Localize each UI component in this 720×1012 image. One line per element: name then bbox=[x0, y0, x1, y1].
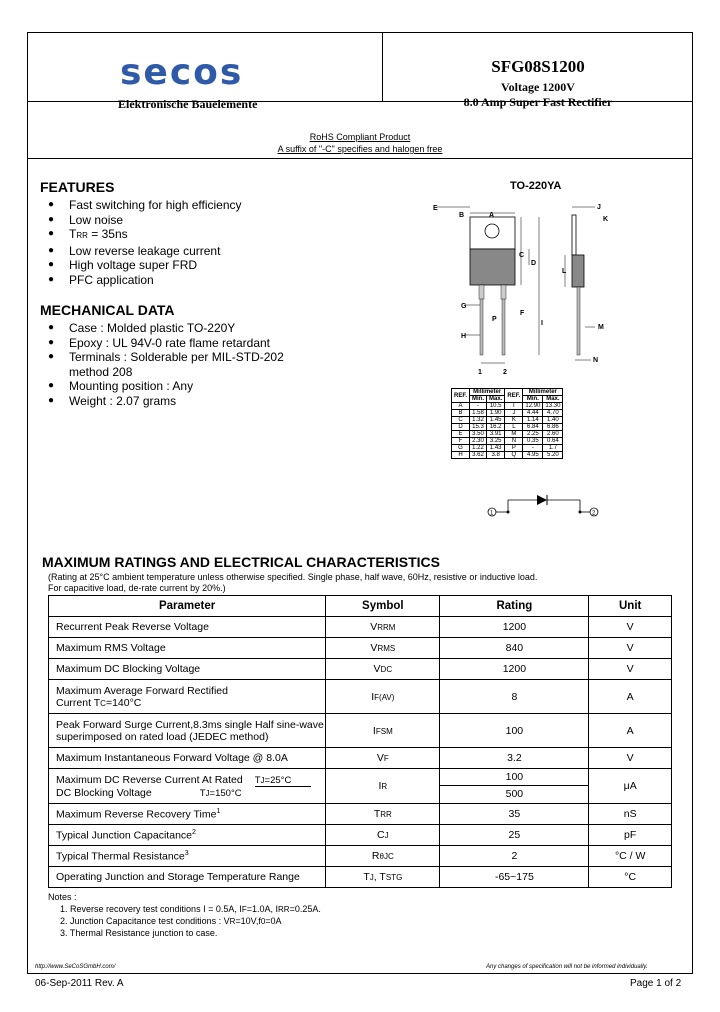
table-row bbox=[452, 445, 563, 452]
table-cell: 6.84 bbox=[523, 424, 543, 431]
bullet-icon: ● bbox=[48, 213, 55, 225]
table-cell: A bbox=[452, 403, 470, 410]
table-cell: 4.44 bbox=[523, 410, 543, 417]
table-cell: 3.62 bbox=[470, 452, 487, 459]
table-cell: G bbox=[452, 445, 470, 452]
column-header: Unit bbox=[589, 596, 672, 617]
table-row bbox=[49, 659, 672, 680]
table-cell: N bbox=[505, 438, 523, 445]
table-cell: 1.58 bbox=[470, 410, 487, 417]
bullet-icon: ● bbox=[48, 336, 55, 348]
table-cell: M bbox=[505, 431, 523, 438]
table-cell: P bbox=[505, 445, 523, 452]
list-item: ● Low reverse leakage current bbox=[48, 243, 221, 258]
table-cell: - bbox=[523, 445, 543, 452]
table-row bbox=[49, 804, 672, 825]
table-cell: 1.32 bbox=[470, 417, 487, 424]
table-row bbox=[452, 424, 563, 431]
table-row bbox=[49, 714, 672, 748]
bullet-icon: ● bbox=[48, 228, 55, 239]
rating-cell: 3.2 bbox=[440, 748, 589, 769]
table-cell: B bbox=[452, 410, 470, 417]
dimension-table bbox=[451, 388, 563, 459]
table-cell: 10.5 bbox=[487, 403, 505, 410]
table-cell: 3.8 bbox=[487, 452, 505, 459]
features-title: FEATURES bbox=[40, 179, 115, 195]
table-cell: L bbox=[505, 424, 523, 431]
symbol-cell: RθJC bbox=[326, 846, 440, 867]
diode-pin-1: 1 bbox=[490, 510, 494, 517]
list-item: ● TRR = 35ns bbox=[48, 227, 128, 241]
rating-cell: 1200 bbox=[440, 617, 589, 638]
rohs-divider bbox=[27, 158, 693, 159]
rating-cell: 25 bbox=[440, 825, 589, 846]
table-header-row bbox=[49, 596, 672, 617]
symbol-cell: IF(AV) bbox=[326, 680, 440, 714]
diode-symbol-icon bbox=[482, 492, 607, 524]
symbol-cell: VRMS bbox=[326, 638, 440, 659]
dim-label-h: H bbox=[461, 333, 467, 340]
ratings-title: MAXIMUM RATINGS AND ELECTRICAL CHARACTERISTICS bbox=[42, 554, 440, 570]
symbol-cell: CJ bbox=[326, 825, 440, 846]
symbol-cell: TJ, TSTG bbox=[326, 867, 440, 888]
bullet-icon: ● bbox=[48, 244, 55, 256]
table-cell: 2.60 bbox=[543, 431, 563, 438]
table-row bbox=[452, 438, 563, 445]
table-cell: F bbox=[452, 438, 470, 445]
symbol-cell: TRR bbox=[326, 804, 440, 825]
table-cell: 0.64 bbox=[543, 438, 563, 445]
rating-cell: 35 bbox=[440, 804, 589, 825]
list-item: ● Epoxy : UL 94V-0 rate flame retardant bbox=[48, 335, 270, 350]
table-row: REF. Millimeter REF. Millimeter bbox=[452, 389, 563, 396]
rating-cell: 1200 bbox=[440, 659, 589, 680]
table-cell: - bbox=[470, 403, 487, 410]
table-cell: 12.90 bbox=[523, 403, 543, 410]
table-cell: D bbox=[452, 424, 470, 431]
table-cell: E bbox=[452, 431, 470, 438]
parameter-cell: Maximum DC Blocking Voltage bbox=[49, 659, 326, 680]
logo-tagline: Elektronische Bauelemente bbox=[118, 97, 258, 111]
bullet-icon: ● bbox=[48, 259, 55, 270]
parameter-cell: Typical Thermal Resistance$^3$ bbox=[49, 846, 326, 867]
table-row bbox=[452, 417, 563, 424]
table-cell: C bbox=[452, 417, 470, 424]
bullet-icon: ● bbox=[48, 351, 55, 362]
ratings-table bbox=[48, 595, 672, 888]
notes-title: Notes : bbox=[48, 892, 77, 902]
note-item: 3. Thermal Resistance junction to case. bbox=[60, 928, 218, 938]
dim-label-l: L bbox=[562, 268, 567, 275]
rating-cell: 8 bbox=[440, 680, 589, 714]
symbol-cell: IFSM bbox=[326, 714, 440, 748]
table-row bbox=[49, 867, 672, 888]
dim-label-n: N bbox=[593, 357, 599, 364]
list-item: method 208 bbox=[69, 364, 133, 379]
table-cell: 1.45 bbox=[487, 417, 505, 424]
list-item: ● Case : Molded plastic TO-220Y bbox=[48, 321, 236, 335]
parameter-cell: Maximum Instantaneous Forward Voltage @ 8.0A bbox=[49, 748, 326, 769]
unit-cell: nS bbox=[589, 804, 672, 825]
unit-cell: °C / W bbox=[589, 846, 672, 867]
pin-label-1: 1 bbox=[478, 369, 482, 376]
unit-cell: °C bbox=[589, 867, 672, 888]
dim-label-a: A bbox=[489, 212, 495, 219]
halogen-free-line: A suffix of "-C" specifies and halogen free bbox=[277, 144, 443, 154]
list-item: ● PFC application bbox=[48, 272, 154, 287]
table-row bbox=[49, 680, 672, 714]
parameter-cell: Maximum Reverse Recovery Time$^1$ bbox=[49, 804, 326, 825]
unit-cell: V bbox=[589, 659, 672, 680]
table-cell: 1.40 bbox=[543, 417, 563, 424]
list-item: ● Low noise bbox=[48, 212, 124, 227]
footer-divider bbox=[27, 973, 693, 974]
table-cell: 1.43 bbox=[487, 445, 505, 452]
logo: secos bbox=[120, 52, 244, 93]
rating-cell: -65~175 bbox=[440, 867, 589, 888]
table-row bbox=[452, 431, 563, 438]
column-header: Symbol bbox=[326, 596, 440, 617]
note-item: 2. Junction Capacitance test conditions : VR=10V,f0=0A bbox=[60, 916, 282, 926]
symbol-cell: VRRM bbox=[326, 617, 440, 638]
voltage-spec: Voltage 1200V bbox=[501, 80, 575, 94]
table-cell: 0.35 bbox=[523, 438, 543, 445]
table-cell: 1.22 bbox=[470, 445, 487, 452]
dim-label-k: K bbox=[603, 216, 609, 223]
bullet-icon: ● bbox=[48, 199, 55, 210]
unit-cell: A bbox=[589, 714, 672, 748]
table-row bbox=[452, 452, 563, 459]
footer-page-number: Page 1 of 2 bbox=[630, 978, 682, 989]
parameter-cell: Maximum DC Reverse Current At Rated TJ=25°C DC Blocking Voltage TJ=150°C bbox=[49, 769, 326, 804]
table-cell: 5.20 bbox=[543, 452, 563, 459]
parameter-cell: Maximum Average Forward Rectified Current TC=140°C bbox=[49, 680, 326, 714]
table-cell: 2.30 bbox=[470, 438, 487, 445]
package-title: TO-220YA bbox=[510, 180, 562, 192]
table-cell: 1.14 bbox=[523, 417, 543, 424]
table-row: Min. Max. Min. Max. bbox=[452, 396, 563, 403]
rohs-line: RoHS Compliant Product bbox=[309, 132, 411, 142]
bullet-icon: ● bbox=[48, 322, 55, 333]
dim-label-j: J bbox=[597, 204, 601, 211]
rating-cell: 100 bbox=[440, 714, 589, 748]
table-row bbox=[49, 617, 672, 638]
table-row bbox=[49, 748, 672, 769]
list-item: ● Fast switching for high efficiency bbox=[48, 198, 242, 212]
parameter-cell: Recurrent Peak Reverse Voltage bbox=[49, 617, 326, 638]
table-cell: 2.25 bbox=[523, 431, 543, 438]
bullet-icon: ● bbox=[48, 273, 55, 285]
table-cell: H bbox=[452, 452, 470, 459]
parameter-cell: Typical Junction Capacitance$^2$ bbox=[49, 825, 326, 846]
product-description: 8.0 Amp Super Fast Rectifier bbox=[463, 95, 613, 109]
list-item: ● High voltage super FRD bbox=[48, 258, 198, 272]
symbol-cell: VF bbox=[326, 748, 440, 769]
table-cell: 6.86 bbox=[543, 424, 563, 431]
features-list bbox=[40, 198, 330, 287]
header-box bbox=[27, 32, 693, 111]
table-cell: J bbox=[505, 410, 523, 417]
symbol-cell: IR bbox=[326, 769, 440, 804]
unit-cell: V bbox=[589, 617, 672, 638]
dim-label-f: F bbox=[520, 310, 525, 317]
dim-label-e: E bbox=[433, 205, 438, 212]
footer-date: 06-Sep-2011 Rev. A bbox=[35, 978, 124, 989]
dim-label-m: M bbox=[598, 324, 604, 331]
rating-cell: 840 bbox=[440, 638, 589, 659]
note-item: 1. Reverse recovery test conditions I = 0.5A, IF=1.0A, IRR=0.25A. bbox=[60, 904, 321, 914]
table-cell: 3.25 bbox=[487, 438, 505, 445]
bullet-icon: ● bbox=[48, 394, 55, 406]
ratings-note: (Rating at 25°C ambient temperature unless otherwise specified. Single phase, half wave, 60Hz, resistive or inductive load. bbox=[48, 572, 538, 582]
unit-cell: pF bbox=[589, 825, 672, 846]
dim-label-p: P bbox=[492, 316, 497, 323]
column-header: Rating bbox=[440, 596, 589, 617]
dim-label-c: C bbox=[519, 252, 525, 259]
mechanical-list bbox=[40, 321, 330, 408]
ratings-note: For capacitive load, de-rate current by 20%.) bbox=[48, 583, 226, 593]
table-cell: K bbox=[505, 417, 523, 424]
symbol-cell: VDC bbox=[326, 659, 440, 680]
table-cell: I bbox=[505, 403, 523, 410]
table-cell: 1.90 bbox=[487, 410, 505, 417]
pin-label-2: 2 bbox=[503, 369, 507, 376]
dim-label-g: G bbox=[461, 303, 467, 310]
mechanical-title: MECHANICAL DATA bbox=[40, 302, 175, 318]
table-cell: 13.30 bbox=[543, 403, 563, 410]
parameter-cell: Maximum RMS Voltage bbox=[49, 638, 326, 659]
unit-cell: μA bbox=[589, 769, 672, 804]
table-cell: 3.91 bbox=[487, 431, 505, 438]
footer-url-link[interactable]: http://www.SeCoSGmbH.com/ bbox=[35, 964, 116, 970]
table-cell: 16.2 bbox=[487, 424, 505, 431]
table-cell: 1.7 bbox=[543, 445, 563, 452]
table-cell: 4.70 bbox=[543, 410, 563, 417]
parameter-cell: Operating Junction and Storage Temperature Range bbox=[49, 867, 326, 888]
table-cell: 3.50 bbox=[470, 431, 487, 438]
table-row bbox=[49, 825, 672, 846]
diode-pin-2: 2 bbox=[592, 510, 596, 517]
parameter-cell: Peak Forward Surge Current,8.3ms single Half sine-wave superimposed on rated load (JEDEC method) bbox=[49, 714, 326, 748]
bullet-icon: ● bbox=[48, 380, 55, 391]
list-item: ● Weight : 2.07 grams bbox=[48, 393, 177, 408]
dim-label-d: D bbox=[531, 260, 537, 267]
dim-label-b: B bbox=[459, 212, 465, 219]
table-cell: 4.95 bbox=[523, 452, 543, 459]
footer-disclaimer: Any changes of specification will not be informed individually. bbox=[486, 964, 648, 970]
unit-cell: V bbox=[589, 748, 672, 769]
rating-cell: 100 500 bbox=[440, 769, 589, 804]
table-row bbox=[49, 638, 672, 659]
unit-cell: V bbox=[589, 638, 672, 659]
table-cell: 15.3 bbox=[470, 424, 487, 431]
list-item: ● Mounting position : Any bbox=[48, 379, 194, 393]
table-row bbox=[49, 769, 672, 804]
package-outline-drawing bbox=[425, 195, 625, 380]
dim-label-i: I bbox=[541, 320, 543, 327]
unit-cell: A bbox=[589, 680, 672, 714]
column-header: Parameter bbox=[49, 596, 326, 617]
rating-cell: 2 bbox=[440, 846, 589, 867]
table-cell: Q bbox=[505, 452, 523, 459]
list-item: ● Terminals : Solderable per MIL-STD-202 bbox=[48, 350, 284, 364]
table-row bbox=[452, 403, 563, 410]
part-number: SFG08S1200 bbox=[491, 57, 585, 76]
table-row bbox=[49, 846, 672, 867]
table-row bbox=[452, 410, 563, 417]
